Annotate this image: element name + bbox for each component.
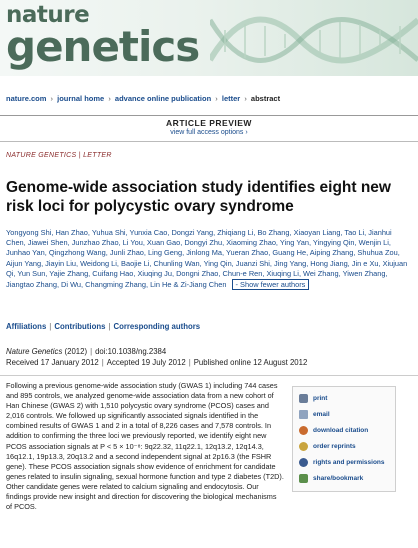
- authors-text[interactable]: Yongyong Shi, Han Zhao, Yuhua Shi, Yunxia Cao, Dongzi Yang, Zhiqiang Li, Bo Zhang, Xiaoyan Liang, Tao Li, Jianhui Chen, Jiawei Shen, Junzhao Zhao, Li You, Xuan Gao, Dongyi Zhu, Xiaoming Zhao, Ying Yan, Yingying Qin, Wenjin Li, Junhao Yan, Qingzhong Wang, Junli Zhao, Ling Geng, Jinlong Ma, Yueran Zhao, Guang He, Aiping Zhang, Shuhua Zou, Aijun Yang, Jiayin Liu, Weidong Li, Baojie Li, Chunling Wan, Ying Qin, Juanzi Shi, Jing Yang, Hong Jiang, Jin e Xu, Xiujuan Qi, Yun Sun, Yajie Zhang, Cuifang Hao, Xiuqing Ju, Dongni Zhao, Chun-e Ren, Xiuqing Li, Wei Zhang, Yiwen Zhang, Jiangtao Zhang, Di Wu, Changming Zhang, Lin He & Zi-Jiang Chen: [6, 228, 408, 290]
- meta-separator: |: [188, 358, 191, 367]
- journal-section-label: NATURE GENETICS | LETTER: [6, 152, 112, 159]
- journal-name: Nature Genetics: [6, 347, 63, 356]
- show-fewer-authors-button[interactable]: - Show fewer authors: [232, 279, 310, 290]
- abstract-text: Following a previous genome-wide association study (GWAS 1) including 744 cases and 895 controls, we analyzed genome-wide association data from a new cohort of Han Chinese (GWAS 2) with 1,510 polycystic ovary syndrome (PCOS) cases and 2,016 controls. We followed up significantly associated signals identified in the combined results of GWAS 1 and 2 in a total of 8,226 cases and 7,578 controls. In addition to confirming the three loci we previously reported, we identify eight new PCOS association signals at P < 5 × 10⁻⁸: 9q22.32, 11q22.1, 12q13.2, 12q14.3, 16q12.1, 19p13.3, 20q13.2 and a second independent signal at 2p16.3 (the FSHR gene). These PCOS association signals show evidence of enrichment for candidate genes related to insulin signaling, sexual hormone function and type 2 diabetes (T2D). Other candidate genes were related to calcium signaling and endocytosis. Our findings provide new insight and direction for discovering the biological mechanisms of PCOS.: [6, 381, 284, 512]
- view-access-options-link[interactable]: view full access options ›: [170, 129, 248, 136]
- divider: [0, 141, 418, 142]
- article-title: Genome-wide association study identifies eight new risk loci for polycystic ovary syndrome: [6, 179, 391, 215]
- article-preview-heading: ARTICLE PREVIEW: [166, 118, 252, 128]
- article-tools-panel: [292, 386, 396, 492]
- logo-nature[interactable]: nature: [6, 2, 90, 28]
- breadcrumb-separator: ›: [215, 94, 218, 103]
- corresponding-authors-link[interactable]: Corresponding authors: [113, 322, 201, 331]
- print-label: print: [313, 394, 328, 402]
- rights-permissions-label: rights and permissions: [313, 458, 385, 466]
- share-icon: [299, 474, 308, 483]
- order-reprints-label: order reprints: [313, 442, 356, 450]
- dna-helix-graphic: [210, 0, 418, 76]
- download-citation-button[interactable]: [299, 423, 368, 437]
- email-icon: [299, 410, 308, 419]
- logo-genetics[interactable]: genetics: [6, 22, 200, 71]
- link-separator: |: [108, 322, 111, 331]
- published-date: Published online 12 August 2012: [193, 358, 308, 367]
- breadcrumb-separator: ›: [108, 94, 111, 103]
- reprints-icon: [299, 442, 308, 451]
- email-button[interactable]: [299, 407, 330, 421]
- breadcrumb-separator: ›: [244, 94, 247, 103]
- rights-icon: [299, 458, 308, 467]
- accepted-date: Accepted 19 July 2012: [106, 358, 186, 367]
- journal-banner: [0, 0, 418, 76]
- divider: [0, 115, 418, 116]
- breadcrumb-nature-com[interactable]: nature.com: [6, 94, 47, 103]
- author-list: [6, 228, 412, 290]
- dates-line: [6, 358, 307, 367]
- contributions-link[interactable]: Contributions: [54, 322, 106, 331]
- link-separator: |: [49, 322, 52, 331]
- affiliations-link[interactable]: Affiliations: [6, 322, 47, 331]
- divider: [0, 375, 418, 376]
- meta-separator: |: [90, 347, 93, 356]
- download-icon: [299, 426, 308, 435]
- order-reprints-button[interactable]: [299, 439, 356, 453]
- email-label: email: [313, 410, 330, 418]
- doi[interactable]: doi:10.1038/ng.2384: [95, 347, 167, 356]
- share-bookmark-label: share/bookmark: [313, 474, 364, 482]
- breadcrumb-abstract: abstract: [250, 94, 281, 103]
- meta-separator: |: [101, 358, 104, 367]
- received-date: Received 17 January 2012: [6, 358, 99, 367]
- print-icon: [299, 394, 308, 403]
- breadcrumb: [0, 94, 418, 108]
- breadcrumb-journal-home[interactable]: journal home: [57, 94, 105, 103]
- rights-permissions-button[interactable]: [299, 455, 385, 469]
- download-citation-label: download citation: [313, 426, 369, 434]
- breadcrumb-letter[interactable]: letter: [221, 94, 241, 103]
- author-info-links: [6, 322, 200, 331]
- share-bookmark-button[interactable]: [299, 471, 363, 485]
- publication-year: (2012): [64, 347, 88, 356]
- citation-line: [6, 347, 166, 356]
- breadcrumb-advance-online[interactable]: advance online publication: [114, 94, 212, 103]
- breadcrumb-separator: ›: [50, 94, 54, 103]
- print-button[interactable]: [299, 391, 327, 405]
